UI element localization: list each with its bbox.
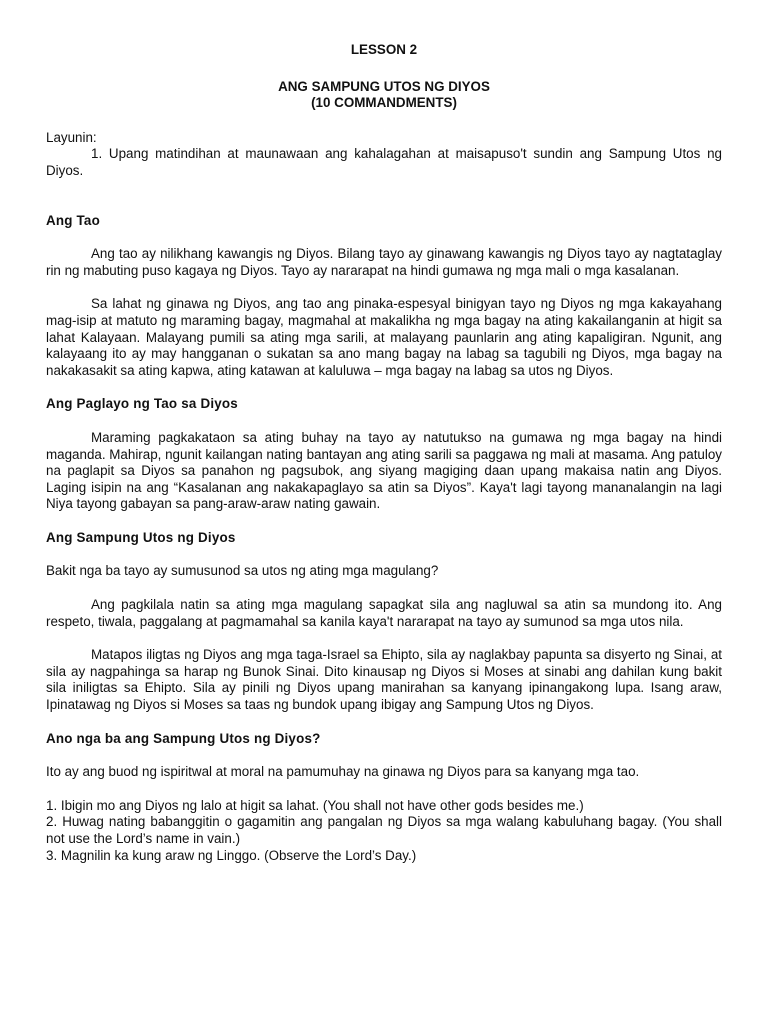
- spacer: [46, 229, 722, 246]
- objective-label: Layunin:: [46, 129, 97, 145]
- paragraph: Ang pagkilala natin sa ating mga magulang sapagkat sila ang nagluwal sa atin sa mundong ito. Ang respeto, tiwala, paggalang at pagmamahal sa kanila kaya't nararapat na tayo ay sumunod sa mga utos nila.: [46, 597, 722, 629]
- paragraph: Ito ay ang buod ng ispiritwal at moral na pamumuhay na ginawa ng Diyos para sa kanyang mga tao.: [46, 764, 640, 780]
- spacer: [46, 781, 722, 798]
- spacer: [46, 379, 722, 396]
- list-item: 2. Huwag nating babanggitin o gagamitin ang pangalan ng Diyos sa mga walang kabuluhang bagay. (You shall not use the Lord’s name in vain.): [46, 814, 722, 846]
- spacer: [46, 630, 722, 647]
- paragraph: Matapos iligtas ng Diyos ang mga taga-Israel sa Ehipto, sila ay naglakbay papunta sa disyerto ng Sinai, at sila ay nagpahinga sa harap ng Bunok Sinai. Dito kinausap ng Diyos si Moses at sinabi ang dahilan kung bakit sila iniligtas sa Ehipto. Sila ay pinili ng Diyos upang manirahan sa kanyang ipinangakong lupa. Isang araw, Ipinatawag ng Diyos si Moses sa taas ng bundok upang ibigay ang Sampung Utos ng Diyos.: [46, 647, 722, 713]
- section-heading-ano-nga-ba: Ano nga ba ang Sampung Utos ng Diyos?: [46, 730, 321, 746]
- spacer: [46, 714, 722, 731]
- spacer: [46, 180, 722, 213]
- section-heading-sampung-utos: Ang Sampung Utos ng Diyos: [46, 529, 236, 545]
- spacer: [46, 580, 722, 597]
- spacer: [46, 59, 722, 79]
- paragraph: Sa lahat ng ginawa ng Diyos, ang tao ang pinaka-espesyal binigyan tayo ng Diyos ng mga kakayahang mag-isip at matuto ng maraming bagay, magmahal at makalikha ng mga bagay na ating kakailanganin at higit sa lahat Kalayaan. Malayang pumili sa ating mga sarili, at malayang paunlarin ang ating kapaligiran. Ngunit, ang kalayaang ito ay may hangganan o sukatan sa ano mang bagay na labag sa tagubili ng Diyos, mga bagay na nakakasakit sa ating kapwa, ating katawan at kaluluwa – mga bagay na labag sa utos ng Diyos.: [46, 296, 722, 378]
- section-heading-ang-tao: Ang Tao: [46, 212, 100, 228]
- list-item: 1. Ibigin mo ang Diyos ng lalo at higit sa lahat. (You shall not have other gods besides me.): [46, 797, 584, 813]
- spacer: [46, 112, 722, 130]
- spacer: [46, 747, 722, 764]
- spacer: [46, 279, 722, 296]
- page-subtitle: (10 COMMANDMENTS): [311, 95, 457, 111]
- question: Bakit nga ba tayo ay sumusunod sa utos ng ating mga magulang?: [46, 563, 439, 579]
- page-title: ANG SAMPUNG UTOS NG DIYOS: [278, 78, 490, 94]
- lesson-label: LESSON 2: [350, 42, 418, 57]
- spacer: [46, 513, 722, 530]
- section-heading-paglayo: Ang Paglayo ng Tao sa Diyos: [46, 396, 238, 412]
- list-item: 3. Magnilin ka kung araw ng Linggo. (Observe the Lord’s Day.): [46, 847, 417, 863]
- spacer: [46, 413, 722, 430]
- paragraph: Maraming pagkakataon sa ating buhay na tayo ay natutukso na gumawa ng mga bagay na hindi maganda. Mahirap, ngunit kailangan nating bantayan ang ating sarili sa paggawa ng mali at masama. Ang patuloy na paglapit sa Diyos sa panahon ng pagsubok, ang siyang magiging daan upang makaisa natin ang Diyos. Laging isipin na ang “Kasalanan ang nakakapaglayo sa atin sa Diyos”. Kaya't lagi tayong mananalangin na lagi Niya tayong gabayan sa pang-araw-araw nating gawain.: [46, 429, 722, 512]
- paragraph: Ang tao ay nilikhang kawangis ng Diyos. Bilang tayo ay ginawang kawangis ng Diyos tayo ay nagtataglay rin ng mabuting puso kagaya ng Diyos. Tayo ay nararapat na hindi gumawa ng mga mali o mga kasalanan.: [46, 246, 722, 278]
- spacer: [46, 546, 722, 563]
- document-page: [46, 42, 722, 864]
- objective-text: 1. Upang matindihan at maunawaan ang kahalagahan at maisapuso't sundin ang Sampung Utos ng Diyos.: [46, 146, 722, 178]
